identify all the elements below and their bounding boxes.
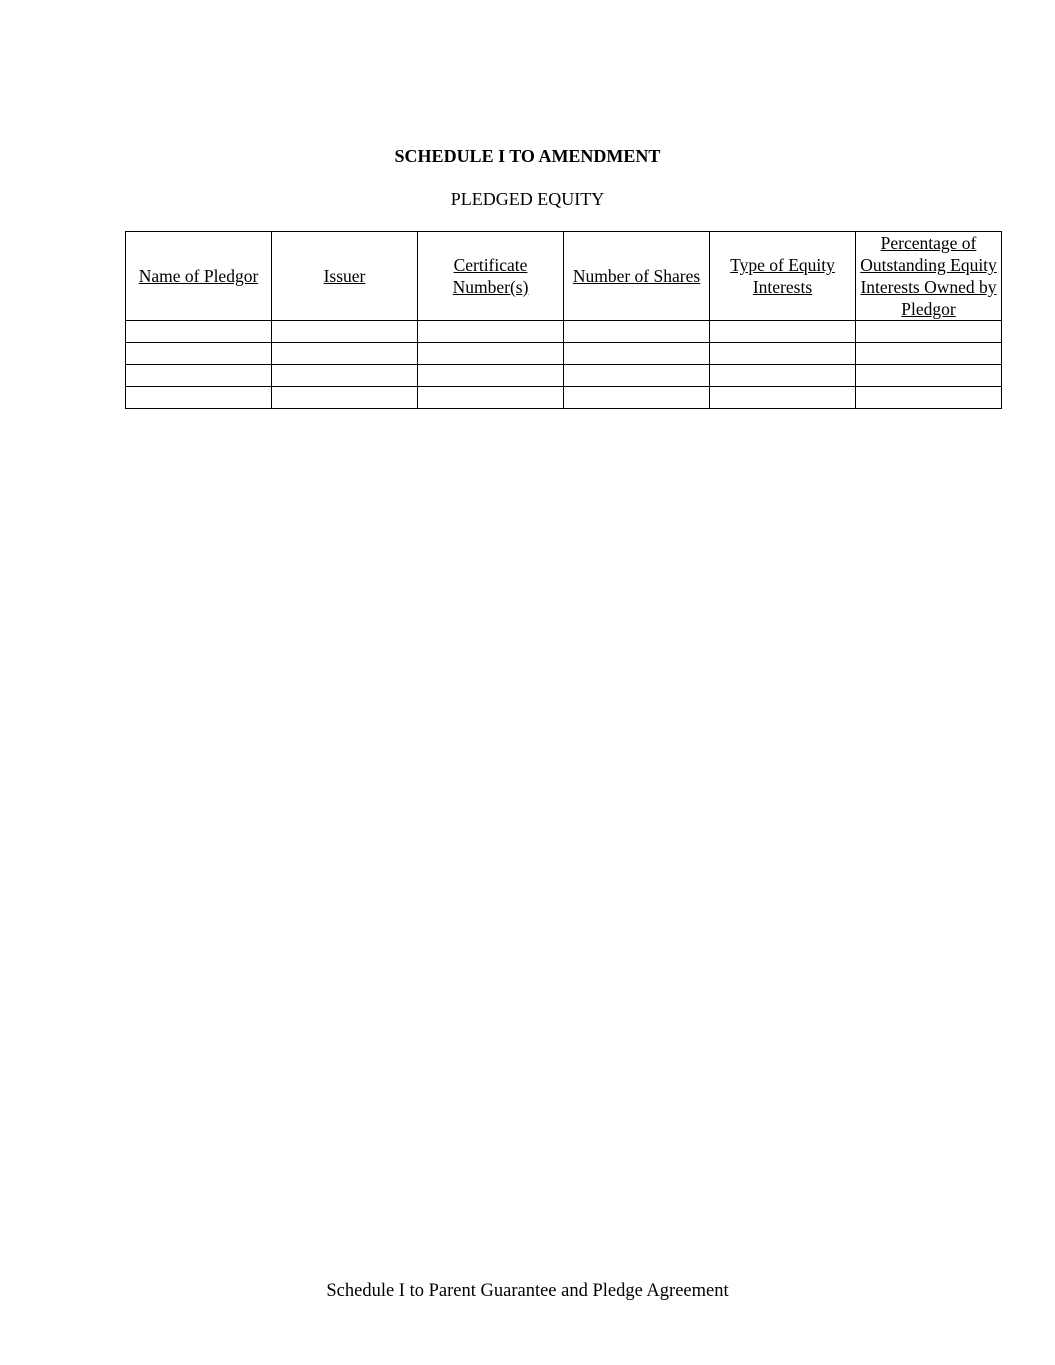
table-cell	[418, 343, 564, 365]
table-cell	[856, 387, 1002, 409]
schedule-title: SCHEDULE I TO AMENDMENT	[394, 146, 661, 166]
table-row	[126, 365, 1002, 387]
table-cell	[418, 321, 564, 343]
table-row	[126, 387, 1002, 409]
table-row	[126, 343, 1002, 365]
table-cell	[710, 343, 856, 365]
table-cell	[710, 365, 856, 387]
table-cell	[126, 343, 272, 365]
header-percentage-owned: Percentage of Outstanding Equity Interests Owned by Pledgor	[856, 232, 1002, 321]
pledged-equity-table	[125, 231, 1002, 409]
table-cell	[418, 365, 564, 387]
table-cell	[126, 387, 272, 409]
header-name-of-pledgor: Name of Pledgor	[126, 232, 272, 321]
table-cell	[564, 321, 710, 343]
table-cell	[564, 343, 710, 365]
table-cell	[272, 387, 418, 409]
header-certificate-numbers: Certificate Number(s)	[418, 232, 564, 321]
table-cell	[710, 321, 856, 343]
table-cell	[710, 387, 856, 409]
table-cell	[272, 365, 418, 387]
table-cell	[856, 343, 1002, 365]
table-cell	[418, 387, 564, 409]
table-cell	[564, 365, 710, 387]
header-issuer: Issuer	[272, 232, 418, 321]
table-cell	[126, 321, 272, 343]
table-cell	[856, 365, 1002, 387]
header-type-of-equity-interests: Type of Equity Interests	[710, 232, 856, 321]
page-footer: Schedule I to Parent Guarantee and Pledge Agreement	[326, 1281, 729, 1301]
table-row	[126, 321, 1002, 343]
table-cell	[272, 321, 418, 343]
table-cell	[564, 387, 710, 409]
header-number-of-shares: Number of Shares	[564, 232, 710, 321]
table-cell	[856, 321, 1002, 343]
table-cell	[272, 343, 418, 365]
table-header-row	[126, 232, 1002, 321]
schedule-subtitle: PLEDGED EQUITY	[450, 189, 605, 209]
table-cell	[126, 365, 272, 387]
